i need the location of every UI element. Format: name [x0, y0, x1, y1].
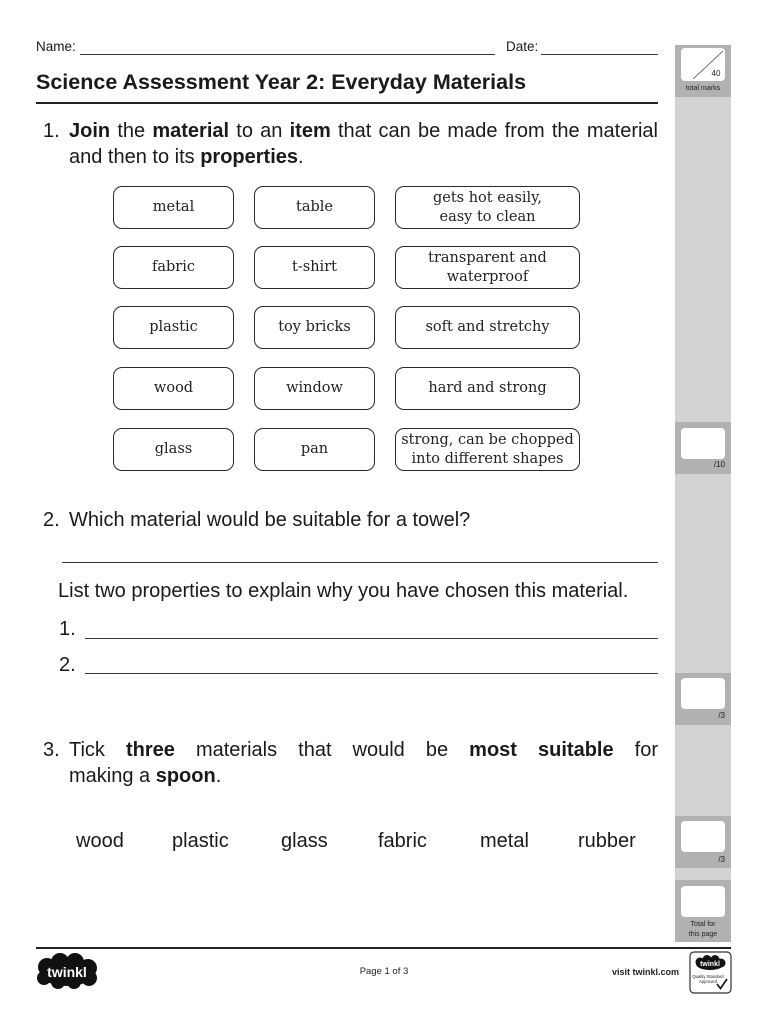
item-box: t-shirt — [254, 246, 375, 289]
q1-prompt-line1 — [69, 118, 658, 144]
q1-text: that can be made from the material — [330, 120, 658, 142]
q1-prompt-line2 — [69, 144, 658, 170]
q1-text: the — [110, 120, 153, 142]
page-number: Page 1 of 3 — [359, 966, 409, 977]
property-box: hard and strong — [395, 367, 580, 410]
total-marks-label: total marks — [685, 85, 721, 92]
date-label: Date: — [506, 39, 539, 54]
item-box: table — [254, 186, 375, 229]
item-box: window — [254, 367, 375, 410]
material-box: plastic — [113, 306, 234, 349]
name-label: Name: — [36, 39, 76, 54]
q2-property-line-1 — [85, 638, 658, 639]
total-marks-box — [681, 48, 725, 81]
q1-number: 1. — [43, 120, 60, 142]
q3-text: . — [215, 765, 222, 787]
property-box: gets hot easily, easy to clean — [395, 186, 580, 229]
twinkl-logo — [36, 952, 98, 990]
website-link: visit twinkl.com — [612, 967, 680, 977]
q2-property-line-2 — [85, 673, 658, 674]
page-title: Science Assessment Year 2: Everyday Materials — [36, 70, 527, 94]
option-plastic: plastic — [172, 830, 229, 852]
q2-score-total: /3 — [718, 711, 725, 720]
q1-text: and then to its — [69, 146, 201, 168]
q3-text: making a — [69, 765, 156, 787]
q1-score-box — [681, 428, 725, 459]
option-wood: wood — [76, 830, 124, 852]
q3-word-spoon: spoon — [155, 765, 216, 787]
title-underline — [36, 102, 658, 104]
material-box: wood — [113, 367, 234, 410]
page-total-box — [681, 886, 725, 917]
name-line — [80, 54, 495, 55]
page-total-label: Total for this page — [688, 921, 718, 938]
q3-text: for — [613, 739, 658, 761]
material-box: glass — [113, 428, 234, 471]
q2-answer-label-1: 1. — [59, 618, 76, 640]
item-box: pan — [254, 428, 375, 471]
q1-word-properties: properties — [200, 146, 299, 168]
q2-answer-line — [62, 562, 658, 563]
material-box: metal — [113, 186, 234, 229]
marks-column — [675, 45, 731, 942]
q2-question: Which material would be suitable for a towel? — [69, 509, 471, 531]
badge-line-2: Approved — [699, 979, 717, 984]
q2-score-box — [681, 678, 725, 709]
option-glass: glass — [281, 830, 328, 852]
q1-prompt — [69, 118, 658, 170]
q2-answer-label-2: 2. — [59, 654, 76, 676]
q1-word-join: Join — [69, 120, 111, 142]
option-fabric: fabric — [378, 830, 427, 852]
property-box: transparent and waterproof — [395, 246, 580, 289]
q3-word-most-suitable: most suitable — [469, 739, 614, 761]
badge-line-1: Quality Standard — [692, 974, 724, 979]
badge-logo-text: twinkl — [700, 961, 720, 968]
q1-word-item: item — [289, 120, 331, 142]
q3-text: materials that would be — [174, 739, 470, 761]
q3-word-three: three — [125, 739, 175, 761]
q3-number: 3. — [43, 739, 60, 761]
footer-rule — [36, 947, 731, 949]
q1-score-total: /10 — [713, 460, 725, 469]
q3-score-box — [681, 821, 725, 852]
twinkl-logo-text: twinkl — [47, 964, 87, 980]
item-box: toy bricks — [254, 306, 375, 349]
q1-word-material: material — [152, 120, 230, 142]
option-rubber: rubber — [578, 830, 636, 852]
q2-number: 2. — [43, 509, 60, 531]
q1-text: . — [298, 146, 304, 168]
q2-follow-up: List two properties to explain why you have chosen this material. — [58, 580, 629, 602]
q3-text: Tick — [69, 739, 126, 761]
date-line — [541, 54, 658, 55]
option-metal: metal — [480, 830, 529, 852]
quality-standard-badge — [689, 951, 732, 994]
q3-score-total: /3 — [718, 855, 725, 864]
property-box: strong, can be chopped into different shapes — [395, 428, 580, 471]
q3-prompt-line2 — [69, 763, 658, 789]
material-box: fabric — [113, 246, 234, 289]
q3-prompt-line1 — [69, 737, 658, 763]
property-box: soft and stretchy — [395, 306, 580, 349]
total-marks-value: 40 — [711, 69, 721, 78]
q3-prompt — [69, 737, 658, 789]
q1-text: to an — [229, 120, 290, 142]
